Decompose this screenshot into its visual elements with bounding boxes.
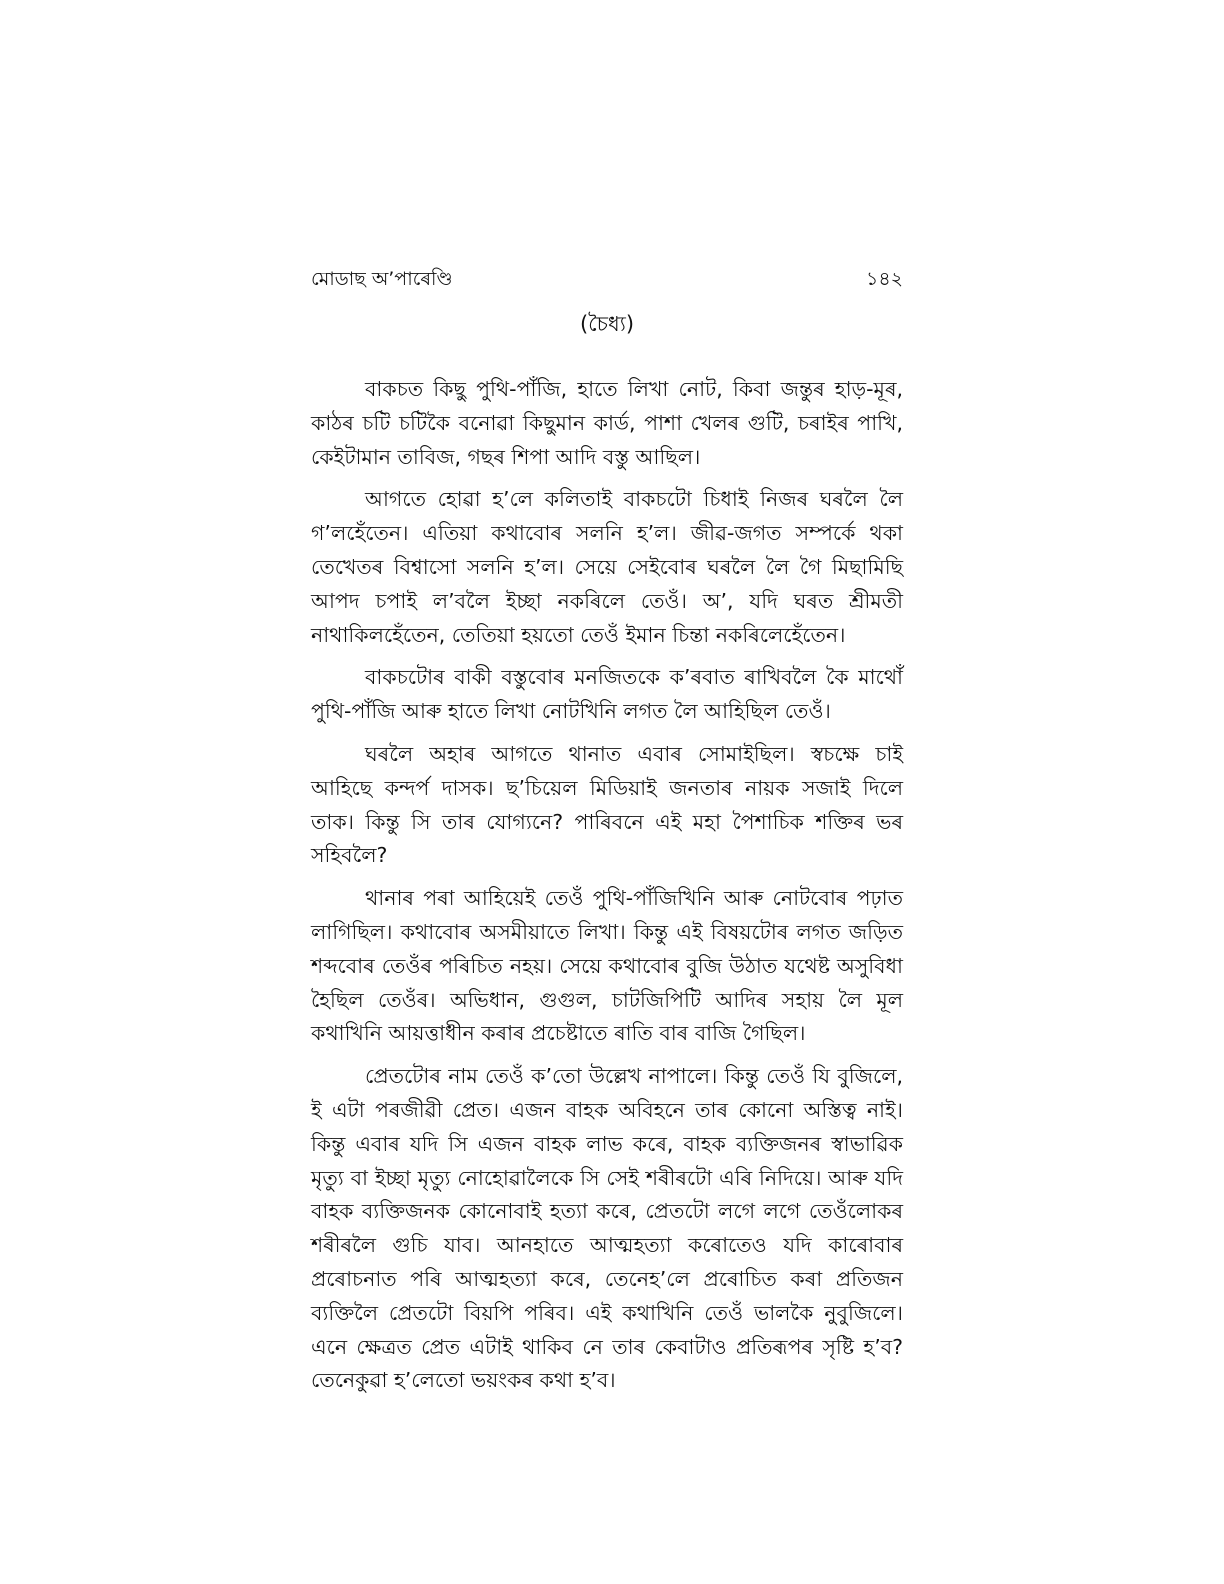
paragraph: আগতে হোৱা হ’লে কলিতাই বাকচটো চিধাই নিজৰ ঘৰলৈ লৈ গ’লহেঁতেন। এতিয়া কথাবোৰ সলনি হ’ল। জীৱ-জগত সম্পৰ্কে থকা তেখেতৰ বিশ্বাসো সলনি হ’ল। সেয়ে সেইবোৰ ঘৰলৈ লৈ গৈ মিছামিছি আপদ চপাই ল’বলৈ ইচ্ছা নকৰিলে তেওঁ। অ’, যদি ঘৰত শ্ৰীমতী নাথাকিলহেঁতেন, তেতিয়া হয়তো তেওঁ ইমান চিন্তা নকৰিলেহেঁতেন।	[311, 487, 903, 647]
paragraph: ঘৰলৈ অহাৰ আগতে থানাত এবাৰ সোমাইছিল। স্বচক্ষে চাই আহিছে কন্দৰ্প দাসক। ছ’চিয়েল মিডিয়াই জনতাৰ নায়ক সজাই দিলে তাক। কিন্তু সি তাৰ যোগ্যনে? পাৰিবনে এই মহা পৈশাচিক শক্তিৰ ভৰ সহিবলৈ?	[311, 741, 903, 868]
running-header	[311, 266, 903, 296]
paragraph: প্ৰেতটোৰ নাম তেওঁ ক’তো উল্লেখ নাপালে। কিন্তু তেওঁ যি বুজিলে, ই এটা পৰজীৱী প্ৰেত। এজন বাহক অবিহনে তাৰ কোনো অস্তিত্ব নাই। কিন্তু এবাৰ যদি সি এজন বাহক লাভ কৰে, বাহক ব্যক্তিজনৰ স্বাভাৱিক মৃত্যু বা ইচ্ছা মৃত্যু নোহোৱালৈকে সি সেই শৰীৰটো এৰি নিদিয়ে। আৰু যদি বাহক ব্যক্তিজনক কোনোবাই হত্যা কৰে, প্ৰেতটো লগে লগে তেওঁলোকৰ শৰীৰলৈ গুচি যাব। আনহাতে আত্মহত্যা কৰোতেও যদি কাৰোবাৰ প্ৰৰোচনাত পৰি আত্মহত্যা কৰে, তেনেহ’লে প্ৰৰোচিত কৰা প্ৰতিজন ব্যক্তিলৈ প্ৰেতটো বিয়পি পৰিব। এই কথাখিনি তেওঁ ভালকৈ নুবুজিলে। এনে ক্ষেত্ৰত প্ৰেত এটাই থাকিব নে তাৰ কেবাটাও প্ৰতিৰূপৰ সৃষ্টি হ’ব? তেনেকুৱা হ’লেতো ভয়ংকৰ কথা হ’ব।	[311, 1064, 903, 1393]
paragraph: বাকচত কিছু পুথি-পাঁজি, হাতে লিখা নোট, কিবা জন্তুৰ হাড়-মূৰ, কাঠৰ চটি চটিকৈ বনোৱা কিছুমান কাৰ্ড, পাশা খেলৰ গুটি, চৰাইৰ পাখি, কেইটামান তাবিজ, গছৰ শিপা আদি বস্তু আছিল।	[311, 377, 903, 469]
book-title: মোডাছ অ’পাৰেণ্ডি	[311, 268, 453, 290]
body-text	[311, 373, 903, 1407]
page-number: ১৪২	[865, 268, 903, 290]
paragraph: থানাৰ পৰা আহিয়েই তেওঁ পুথি-পাঁজিখিনি আৰু নোটবোৰ পঢ়াত লাগিছিল। কথাবোৰ অসমীয়াতে লিখা। কিন্তু এই বিষয়টোৰ লগত জড়িত শব্দবোৰ তেওঁৰ পৰিচিত নহয়। সেয়ে কথাবোৰ বুজি উঠাত যথেষ্ট অসুবিধা হৈছিল তেওঁৰ। অভিধান, গুগুল, চাটজিপিটি আদিৰ সহায় লৈ মূল কথাখিনি আয়ত্তাধীন কৰাৰ প্ৰচেষ্টাতে ৰাতি বাৰ বাজি গৈছিল।	[311, 886, 903, 1046]
chapter-heading: (চৈধ্য)	[579, 312, 635, 336]
paragraph: বাকচটোৰ বাকী বস্তুবোৰ মনজিতকে ক’ৰবাত ৰাখিবলৈ কৈ মাথোঁ পুথি-পাঁজি আৰু হাতে লিখা নোটখিনি লগত লৈ আহিছিল তেওঁ।	[311, 665, 903, 724]
